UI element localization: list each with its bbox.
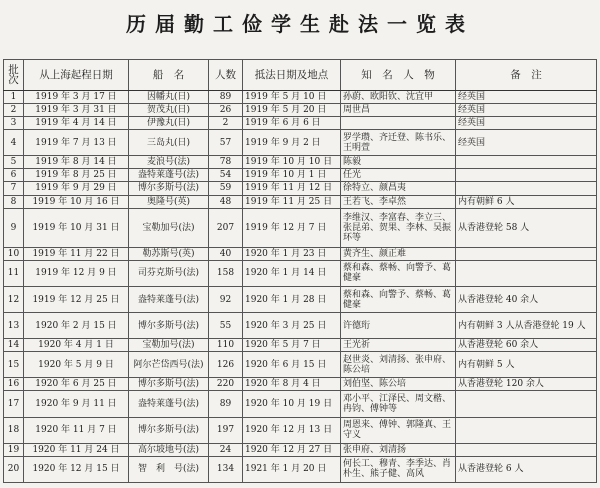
remarks-cell [456,260,597,286]
arrival-date-cell: 1920 年 12 月 27 日 [243,443,341,456]
passenger-count-cell: 158 [209,260,243,286]
notable-people-cell [341,117,456,130]
passenger-count-cell: 59 [209,182,243,195]
ship-name-cell: 伊豫丸(日) [129,117,209,130]
departure-date-cell: 1920 年 5 月 9 日 [24,352,129,378]
passenger-count-cell: 197 [209,417,243,443]
arrival-date-cell: 1919 年 10 月 10 日 [243,156,341,169]
header-remarks: 备 注 [456,60,597,91]
departure-date-cell: 1920 年 11 月 7 日 [24,417,129,443]
table-row [4,391,597,417]
arrival-date-cell: 1919 年 9 月 2 日 [243,130,341,156]
remarks-cell [456,182,597,195]
passenger-count-cell: 92 [209,286,243,312]
notable-people-cell: 张申府、刘清扬 [341,443,456,456]
notable-people-cell: 周世昌 [341,104,456,117]
ship-name-cell: 智 利 号(法) [129,456,209,482]
remarks-cell [456,247,597,260]
header-batch: 批次 [4,60,24,91]
remarks-cell [456,391,597,417]
remarks-cell: 从香港登轮 120 余人 [456,378,597,391]
table-row [4,378,597,391]
passenger-count-cell: 2 [209,117,243,130]
arrival-date-cell: 1919 年 11 月 25 日 [243,195,341,208]
table-row [4,417,597,443]
passenger-count-cell: 220 [209,378,243,391]
batch-number-cell: 18 [4,417,24,443]
batch-number-cell: 11 [4,260,24,286]
notable-people-cell: 罗学瓒、齐迁登、陈书乐、王明萱 [341,130,456,156]
departure-date-cell: 1919 年 3 月 31 日 [24,104,129,117]
arrival-date-cell: 1920 年 1 月 28 日 [243,286,341,312]
passenger-count-cell: 57 [209,130,243,156]
notable-people-cell: 黄齐生、颜正难 [341,247,456,260]
table-row [4,130,597,156]
header-departure-date: 从上海起程日期 [24,60,129,91]
batch-number-cell: 1 [4,91,24,104]
batch-number-cell: 14 [4,339,24,352]
ship-name-cell: 盎特莱蓬号(法) [129,391,209,417]
table-row [4,456,597,482]
passenger-count-cell: 40 [209,247,243,260]
passenger-count-cell: 55 [209,313,243,339]
ship-name-cell: 因幡丸(日) [129,91,209,104]
passenger-count-cell: 89 [209,391,243,417]
student-roster-table [3,59,597,483]
passenger-count-cell: 110 [209,339,243,352]
notable-people-cell: 徐特立、颜昌夷 [341,182,456,195]
table-row [4,104,597,117]
departure-date-cell: 1920 年 12 月 15 日 [24,456,129,482]
batch-number-cell: 10 [4,247,24,260]
arrival-date-cell: 1920 年 12 月 13 日 [243,417,341,443]
passenger-count-cell: 26 [209,104,243,117]
table-row [4,260,597,286]
table-row [4,195,597,208]
header-count: 人数 [209,60,243,91]
departure-date-cell: 1920 年 4 月 1 日 [24,339,129,352]
arrival-date-cell: 1919 年 5 月 20 日 [243,104,341,117]
batch-number-cell: 16 [4,378,24,391]
departure-date-cell: 1919 年 9 月 29 日 [24,182,129,195]
notable-people-cell: 赵世炎、刘清扬、张申府、陈公培 [341,352,456,378]
header-ship-name: 船 名 [129,60,209,91]
header-notable-people: 知 名 人 物 [341,60,456,91]
batch-number-cell: 7 [4,182,24,195]
table-row [4,339,597,352]
batch-number-cell: 19 [4,443,24,456]
ship-name-cell: 三岛丸(日) [129,130,209,156]
ship-name-cell: 司芬克斯号(法) [129,260,209,286]
passenger-count-cell: 54 [209,169,243,182]
arrival-date-cell: 1920 年 6 月 15 日 [243,352,341,378]
arrival-date-cell: 1921 年 1 月 20 日 [243,456,341,482]
batch-number-cell: 13 [4,313,24,339]
notable-people-cell: 何长工、穆青、李季达、肖朴生、熊子健、高风 [341,456,456,482]
remarks-cell [456,169,597,182]
remarks-cell: 内有朝鲜 3 人从香港登轮 19 人 [456,313,597,339]
notable-people-cell: 邓小平、江泽民、周文楷、冉钧、傅钟等 [341,391,456,417]
batch-number-cell: 2 [4,104,24,117]
arrival-date-cell: 1920 年 3 月 25 日 [243,313,341,339]
table-row [4,286,597,312]
remarks-cell [456,443,597,456]
remarks-cell: 从香港登轮 40 余人 [456,286,597,312]
passenger-count-cell: 48 [209,195,243,208]
batch-number-cell: 17 [4,391,24,417]
departure-date-cell: 1919 年 8 月 14 日 [24,156,129,169]
table-header [4,60,597,91]
table-row [4,182,597,195]
notable-people-cell: 陈毅 [341,156,456,169]
remarks-cell: 经英国 [456,104,597,117]
batch-number-cell: 8 [4,195,24,208]
header-arrival: 抵法日期及地点 [243,60,341,91]
departure-date-cell: 1919 年 8 月 25 日 [24,169,129,182]
notable-people-cell: 王光祈 [341,339,456,352]
table-row [4,352,597,378]
ship-name-cell: 盎特莱蓬号(法) [129,286,209,312]
batch-number-cell: 15 [4,352,24,378]
table-title: 历届勤工俭学生赴法一览表 [126,12,474,36]
ship-name-cell: 勒苏斯号(英) [129,247,209,260]
notable-people-cell: 任光 [341,169,456,182]
batch-number-cell: 3 [4,117,24,130]
ship-name-cell: 宝勒加号(法) [129,339,209,352]
batch-number-cell: 5 [4,156,24,169]
departure-date-cell: 1919 年 4 月 14 日 [24,117,129,130]
ship-name-cell: 博尔多斯号(法) [129,378,209,391]
arrival-date-cell: 1920 年 1 月 14 日 [243,260,341,286]
passenger-count-cell: 207 [209,208,243,247]
ship-name-cell: 奥隆号(英) [129,195,209,208]
ship-name-cell: 贺茂丸(日) [129,104,209,117]
departure-date-cell: 1920 年 6 月 25 日 [24,378,129,391]
departure-date-cell: 1919 年 10 月 31 日 [24,208,129,247]
table-row [4,247,597,260]
batch-number-cell: 6 [4,169,24,182]
ship-name-cell: 博尔多斯号(法) [129,182,209,195]
header-row [4,60,597,91]
passenger-count-cell: 134 [209,456,243,482]
arrival-date-cell: 1920 年 5 月 7 日 [243,339,341,352]
notable-people-cell: 蔡和森、向警予、蔡畅、葛健豪 [341,286,456,312]
arrival-date-cell: 1920 年 8 月 4 日 [243,378,341,391]
notable-people-cell: 刘伯坚、陈公培 [341,378,456,391]
batch-number-cell: 12 [4,286,24,312]
passenger-count-cell: 78 [209,156,243,169]
remarks-cell: 内有朝鲜 5 人 [456,352,597,378]
departure-date-cell: 1919 年 11 月 22 日 [24,247,129,260]
table-row [4,313,597,339]
table-body [4,91,597,483]
table-row [4,443,597,456]
arrival-date-cell: 1919 年 6 月 6 日 [243,117,341,130]
departure-date-cell: 1920 年 2 月 15 日 [24,313,129,339]
departure-date-cell: 1919 年 7 月 13 日 [24,130,129,156]
arrival-date-cell: 1919 年 11 月 12 日 [243,182,341,195]
batch-number-cell: 9 [4,208,24,247]
remarks-cell: 内有朝鲜 6 人 [456,195,597,208]
ship-name-cell: 博尔多斯号(法) [129,417,209,443]
notable-people-cell: 周恩来、傅钟、郭隆真、王守义 [341,417,456,443]
notable-people-cell: 孙蔚、欧阳钦、沈宜甲 [341,91,456,104]
table-row [4,156,597,169]
departure-date-cell: 1919 年 12 月 9 日 [24,260,129,286]
remarks-cell: 经英国 [456,130,597,156]
table-row [4,208,597,247]
departure-date-cell: 1920 年 11 月 24 日 [24,443,129,456]
remarks-cell: 从香港登轮 58 人 [456,208,597,247]
remarks-cell: 经英国 [456,91,597,104]
passenger-count-cell: 89 [209,91,243,104]
remarks-cell: 经英国 [456,117,597,130]
departure-date-cell: 1920 年 9 月 11 日 [24,391,129,417]
departure-date-cell: 1919 年 3 月 17 日 [24,91,129,104]
table-row [4,91,597,104]
remarks-cell: 从香港登轮 60 余人 [456,339,597,352]
arrival-date-cell: 1919 年 10 月 1 日 [243,169,341,182]
arrival-date-cell: 1919 年 5 月 10 日 [243,91,341,104]
departure-date-cell: 1919 年 10 月 16 日 [24,195,129,208]
remarks-cell: 从香港登轮 6 人 [456,456,597,482]
ship-name-cell: 宝勒加号(法) [129,208,209,247]
notable-people-cell: 蔡和森、蔡畅、向警予、葛健豪 [341,260,456,286]
ship-name-cell: 盎特莱蓬号(法) [129,169,209,182]
ship-name-cell: 博尔多斯号(法) [129,313,209,339]
arrival-date-cell: 1919 年 12 月 7 日 [243,208,341,247]
remarks-cell [456,156,597,169]
ship-name-cell: 麦浪号(法) [129,156,209,169]
notable-people-cell: 许德珩 [341,313,456,339]
arrival-date-cell: 1920 年 10 月 19 日 [243,391,341,417]
ship-name-cell: 高尔坡地号(法) [129,443,209,456]
remarks-cell [456,417,597,443]
passenger-count-cell: 126 [209,352,243,378]
ship-name-cell: 阿尔芒岱西号(法) [129,352,209,378]
table-row [4,169,597,182]
notable-people-cell: 王若飞、李卓然 [341,195,456,208]
departure-date-cell: 1919 年 12 月 25 日 [24,286,129,312]
batch-number-cell: 4 [4,130,24,156]
batch-number-cell: 20 [4,456,24,482]
arrival-date-cell: 1920 年 1 月 23 日 [243,247,341,260]
notable-people-cell: 李维汉、李富春、李立三、张昆弟、贺果、李林、吴振环等 [341,208,456,247]
passenger-count-cell: 24 [209,443,243,456]
table-row [4,117,597,130]
